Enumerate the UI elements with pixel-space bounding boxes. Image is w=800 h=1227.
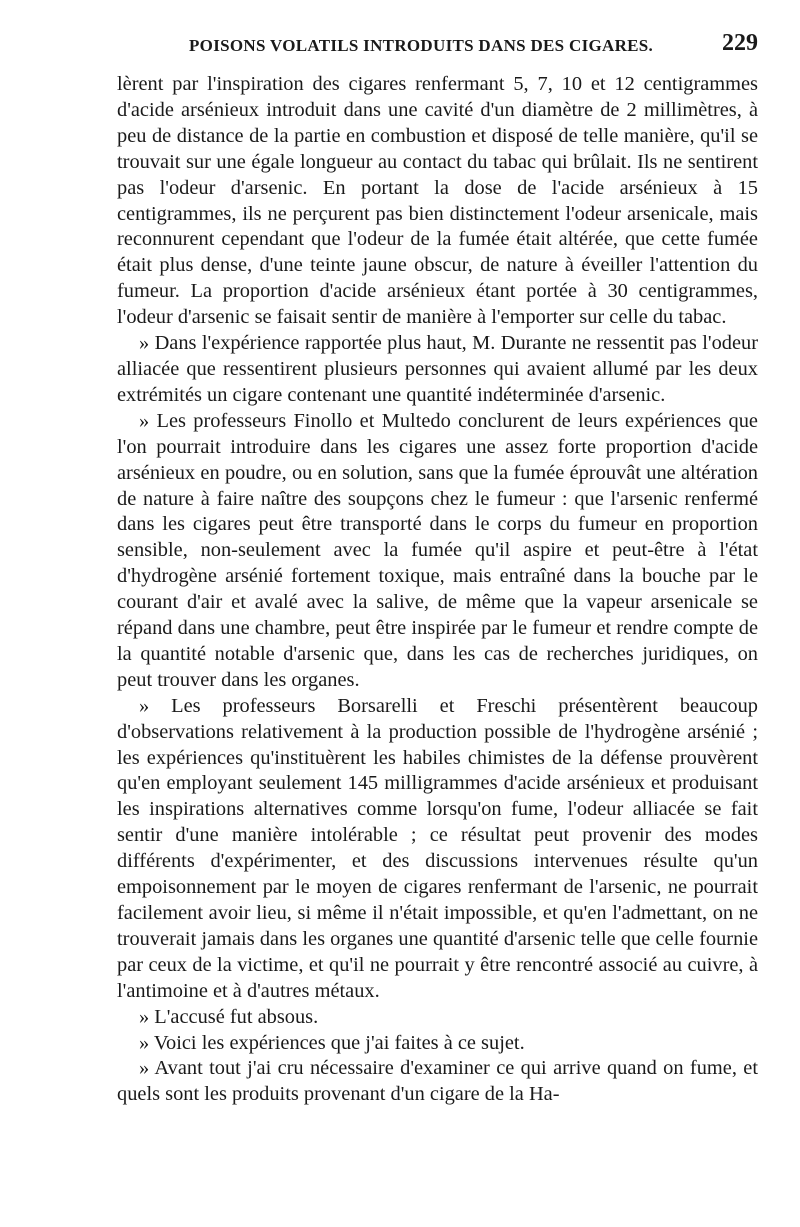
paragraph: » Les professeurs Finollo et Multedo conclurent de leurs expériences que l'on pourrait introduire dans les cigares une assez forte proportion d'acide arsénieux en poudre, ou en solution, sans que la fumée éprouvât une altération de nature à faire naître des soupçons chez le fumeur : que l'arsenic renfermé dans les cigares peut être transporté dans le corps du fumeur en proportion sensible, non-seulement avec la fumée qu'il aspire et peut-être à l'état d'hydrogène arsénié fortement toxique, mais entraîné dans la bouche par le courant d'air et avalé avec la salive, de même que la vapeur arsenicale se répand dans une chambre, peut être inspirée par le fumeur et rendre compte de la quantité notable d'arsenic que, dans les cas de recherches juridiques, on peut trouver dans les organes. bbox=[117, 409, 758, 691]
paragraph-continuation: lèrent par l'inspiration des cigares renfermant 5, 7, 10 et 12 centigrammes d'acide arsénieux introduit dans une cavité d'un diamètre de 2 millimètres, à peu de distance de la partie en combustion et disposé de telle manière, qu'il se trouvait sur une égale longueur au contact du tabac qui brûlait. Ils ne sentirent pas l'odeur d'arsenic. En portant la dose de l'acide arsénieux à 15 centigrammes, ils ne perçurent pas bien distinctement l'odeur arsenicale, mais reconnurent cependant que l'odeur de la fumée était altérée, que cette fumée était plus dense, d'une teinte jaune obscur, de nature à éveiller l'attention du fumeur. La proportion d'acide arsénieux étant portée à 30 centigrammes, l'odeur d'arsenic se faisait sentir de manière à l'emporter sur celle du tabac. bbox=[117, 73, 758, 329]
paragraph: » Dans l'expérience rapportée plus haut, M. Durante ne ressentit pas l'odeur alliacée que ressentirent plusieurs personnes qui avaient allumé par les deux extrémités un cigare contenant une quantité indéterminée d'arsenic. bbox=[117, 332, 758, 406]
paragraph: » Avant tout j'ai cru nécessaire d'examiner ce qui arrive quand on fume, et quels sont les produits provenant d'un cigare de la Ha- bbox=[117, 1057, 758, 1106]
page-number: 229 bbox=[722, 30, 758, 56]
paragraph: » Les professeurs Borsarelli et Freschi présentèrent beaucoup d'observations relativement à la production possible de l'hydrogène arsénié ; les expériences qu'instituèrent les habiles chimistes de la défense prouvèrent qu'en employant seulement 145 milligrammes d'acide arsénieux et produisant les inspirations alternatives comme lorsqu'on fume, l'odeur alliacée se fait sentir d'une manière intolérable ; ce résultat peut provenir des modes différents d'expérimenter, et des discussions intervenues résulte qu'un empoisonnement par le moyen de cigares renfermant de l'arsenic, ne pourrait facilement avoir lieu, si même il n'était impossible, et qu'en l'admettant, on ne trouverait jamais dans les organes une quantité d'arsenic telle que celle fournie par ceux de la victime, et qu'il ne pourrait y être rencontré associé au cuivre, à l'antimoine et à d'autres métaux. bbox=[117, 694, 758, 1002]
paragraph: » Voici les expériences que j'ai faites à ce sujet. bbox=[139, 1031, 525, 1054]
running-head bbox=[117, 30, 758, 72]
running-title: POISONS VOLATILS INTRODUITS DANS DES CIGARES. bbox=[189, 36, 654, 55]
paragraph: » L'accusé fut absous. bbox=[139, 1005, 319, 1028]
body-text bbox=[117, 72, 758, 1108]
